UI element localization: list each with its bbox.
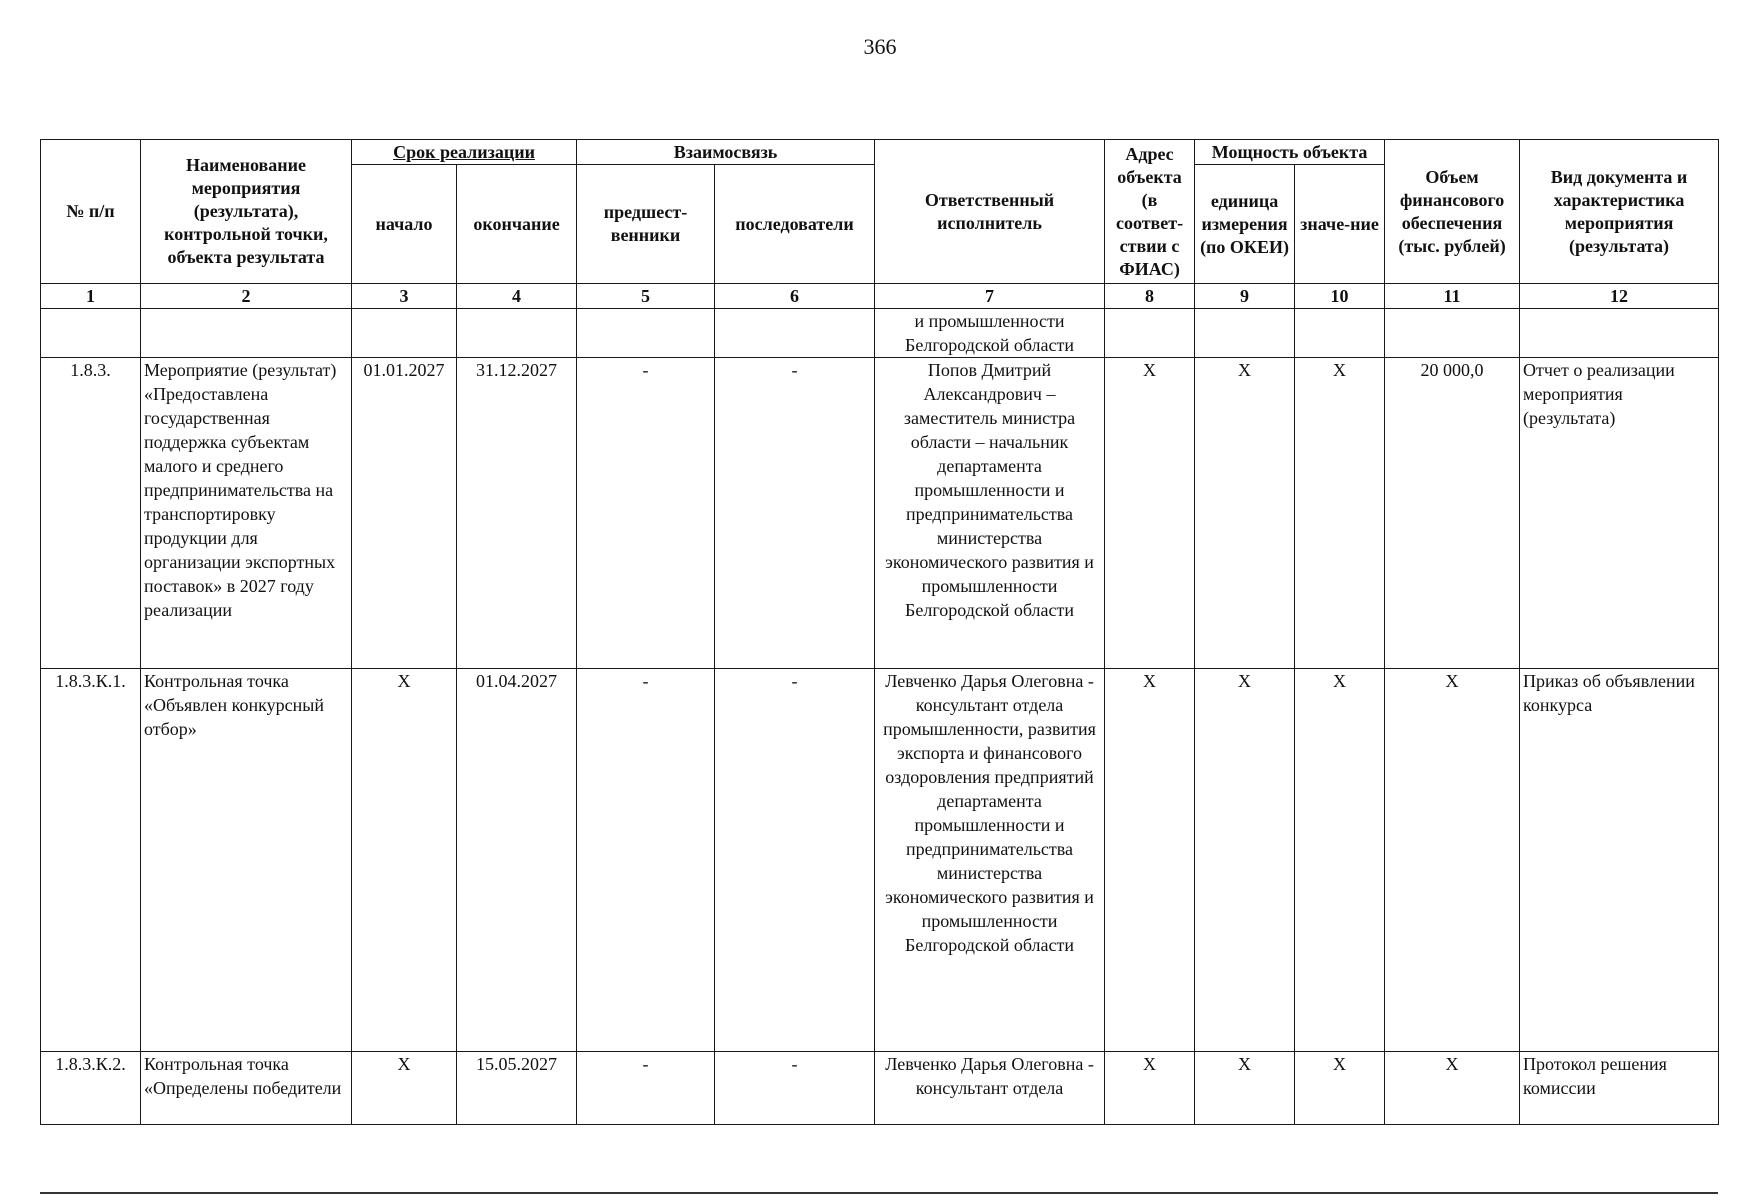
cell-predecessors: - — [577, 669, 715, 1052]
column-number: 8 — [1105, 284, 1195, 309]
cell-finance: 20 000,0 — [1385, 358, 1520, 669]
cell-executor: Попов Дмитрий Александрович – заместитель министра области – начальник департамента промышленности и предпринимательства министерства экономического развития и промышленности Белгородской области — [875, 358, 1105, 669]
cell-start: X — [352, 1052, 457, 1125]
column-number: 10 — [1295, 284, 1385, 309]
cell-predecessors: - — [577, 1052, 715, 1125]
page-bottom-rule — [40, 1192, 1718, 1194]
cell-unit: X — [1195, 669, 1295, 1052]
cell-finance: X — [1385, 1052, 1520, 1125]
cell-value: X — [1295, 358, 1385, 669]
header-relation: Взаимосвязь — [577, 140, 875, 165]
header-period: Срок реализации — [352, 140, 577, 165]
column-number: 11 — [1385, 284, 1520, 309]
implementation-plan-table — [40, 139, 1719, 1125]
cell-predecessors — [577, 309, 715, 358]
header-unit: единица измерения (по ОКЕИ) — [1195, 165, 1295, 284]
cell-value: X — [1295, 669, 1385, 1052]
header-start: начало — [352, 165, 457, 284]
cell-address: X — [1105, 669, 1195, 1052]
cell-end: 15.05.2027 — [457, 1052, 577, 1125]
cell-start — [352, 309, 457, 358]
cell-followers — [715, 309, 875, 358]
cell-end — [457, 309, 577, 358]
header-end: окончание — [457, 165, 577, 284]
header-name: Наименование мероприятия (результата), контрольной точки, объекта результата — [141, 140, 352, 284]
column-number: 2 — [141, 284, 352, 309]
cell-doc: Приказ об объявлении конкурса — [1520, 669, 1719, 1052]
cell-followers: - — [715, 1052, 875, 1125]
header-capacity: Мощность объекта — [1195, 140, 1385, 165]
header-address: Адрес объекта (в соответ-ствии с ФИАС) — [1105, 140, 1195, 284]
cell-finance: X — [1385, 669, 1520, 1052]
cell-num: 1.8.3. — [41, 358, 141, 669]
cell-address — [1105, 309, 1195, 358]
header-followers: последователи — [715, 165, 875, 284]
cell-executor: Левченко Дарья Олеговна - консультант отдела — [875, 1052, 1105, 1125]
cell-doc: Протокол решения комиссии — [1520, 1052, 1719, 1125]
cell-finance — [1385, 309, 1520, 358]
header-predecessors: предшест-венники — [577, 165, 715, 284]
cell-name: Мероприятие (результат) «Предоставлена государственная поддержка субъектам малого и среднего предпринимательства на транспортировку продукции для организации экспортных поставок» в 2027 году реализации — [141, 358, 352, 669]
cell-followers: - — [715, 669, 875, 1052]
column-number: 5 — [577, 284, 715, 309]
cell-end: 31.12.2027 — [457, 358, 577, 669]
column-number: 12 — [1520, 284, 1719, 309]
cell-value — [1295, 309, 1385, 358]
column-number: 1 — [41, 284, 141, 309]
header-value: значе-ние — [1295, 165, 1385, 284]
cell-unit — [1195, 309, 1295, 358]
column-number: 3 — [352, 284, 457, 309]
cell-name — [141, 309, 352, 358]
cell-address: X — [1105, 1052, 1195, 1125]
column-number: 4 — [457, 284, 577, 309]
cell-end: 01.04.2027 — [457, 669, 577, 1052]
header-num: № п/п — [41, 140, 141, 284]
cell-unit: X — [1195, 358, 1295, 669]
header-finance: Объем финансового обеспечения (тыс. рублей) — [1385, 140, 1520, 284]
page-number: 366 — [863, 34, 897, 59]
header-doc: Вид документа и характеристика мероприятия (результата) — [1520, 140, 1719, 284]
cell-start: X — [352, 669, 457, 1052]
column-number: 7 — [875, 284, 1105, 309]
table-row-1-8-3 — [41, 358, 1719, 669]
cell-predecessors: - — [577, 358, 715, 669]
cell-unit: X — [1195, 1052, 1295, 1125]
cell-num — [41, 309, 141, 358]
column-number: 9 — [1195, 284, 1295, 309]
cell-value: X — [1295, 1052, 1385, 1125]
cell-executor: Левченко Дарья Олеговна - консультант отдела промышленности, развития экспорта и финансового оздоровления предприятий департамента промышленности и предпринимательства министерства экономического развития и промышленности Белгородской области — [875, 669, 1105, 1052]
table-row-continued — [41, 309, 1719, 358]
cell-executor: и промышленности Белгородской области — [875, 309, 1105, 358]
header-executor: Ответственный исполнитель — [875, 140, 1105, 284]
cell-name: Контрольная точка «Определены победители — [141, 1052, 352, 1125]
cell-num: 1.8.3.К.1. — [41, 669, 141, 1052]
cell-num: 1.8.3.К.2. — [41, 1052, 141, 1125]
cell-address: X — [1105, 358, 1195, 669]
column-number-row — [41, 284, 1719, 309]
cell-doc: Отчет о реализации мероприятия (результата) — [1520, 358, 1719, 669]
cell-followers: - — [715, 358, 875, 669]
column-number: 6 — [715, 284, 875, 309]
cell-name: Контрольная точка «Объявлен конкурсный отбор» — [141, 669, 352, 1052]
header-row-top — [41, 140, 1719, 165]
cell-start: 01.01.2027 — [352, 358, 457, 669]
cell-doc — [1520, 309, 1719, 358]
table-row-1-8-3-k1 — [41, 669, 1719, 1052]
table-row-1-8-3-k2 — [41, 1052, 1719, 1125]
